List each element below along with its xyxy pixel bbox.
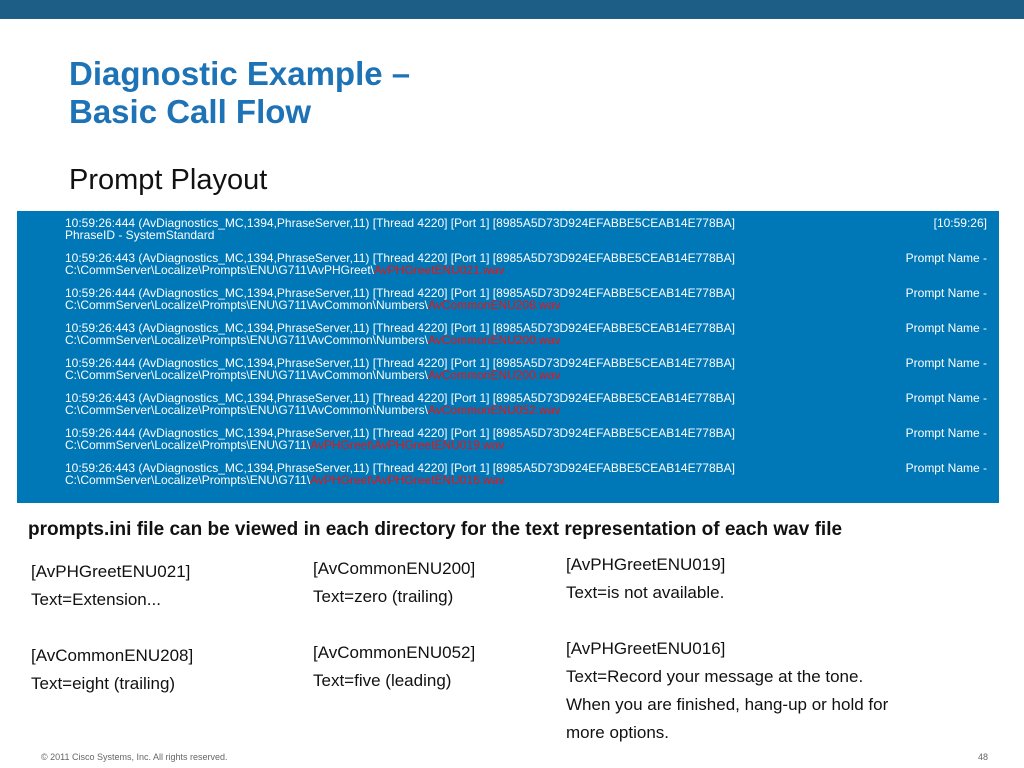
log-tail: Prompt Name -	[905, 356, 987, 370]
log-path: C:\CommServer\Localize\Prompts\ENU\G711\AvCommon\Numbers\	[65, 403, 428, 417]
prompt-line: Text=Extension...	[31, 590, 161, 609]
prompt-line: [AvCommonENU208]	[31, 646, 194, 665]
prompt-column-2	[313, 555, 475, 695]
prompt-line	[566, 607, 888, 635]
prompt-line	[313, 611, 475, 639]
log-line: 10:59:26:443 (AvDiagnostics_MC,1394,PhraseServer,11) [Thread 4220] [Port 1] [8985A5D73D924EFABBE5CEAB14E778BA]	[65, 251, 735, 265]
prompt-line: Text=Record your message at the tone.	[566, 667, 864, 686]
prompt-column-1	[31, 558, 193, 698]
log-tail: Prompt Name -	[905, 426, 987, 440]
log-line: 10:59:26:444 (AvDiagnostics_MC,1394,PhraseServer,11) [Thread 4220] [Port 1] [8985A5D73D924EFABBE5CEAB14E778BA]	[65, 356, 735, 370]
prompt-line: [AvPHGreetENU021]	[31, 562, 191, 581]
log-line: 10:59:26:443 (AvDiagnostics_MC,1394,PhraseServer,11) [Thread 4220] [Port 1] [8985A5D73D924EFABBE5CEAB14E778BA]	[65, 461, 735, 475]
log-line: 10:59:26:444 (AvDiagnostics_MC,1394,PhraseServer,11) [Thread 4220] [Port 1] [8985A5D73D924EFABBE5CEAB14E778BA]	[65, 216, 735, 230]
log-tail: Prompt Name -	[905, 251, 987, 265]
prompt-line: more options.	[566, 723, 669, 742]
wav-file-name: AvCommonENU200.wav	[428, 368, 561, 382]
log-entry	[65, 252, 999, 276]
log-entry	[65, 357, 999, 381]
wav-file-name: AvPHGreet\AvPHGreetENU016.wav	[310, 473, 505, 487]
log-entry	[65, 287, 999, 311]
footer-copyright: © 2011 Cisco Systems, Inc. All rights reserved.	[41, 752, 228, 762]
log-tail: Prompt Name -	[905, 391, 987, 405]
slide-title-line2: Basic Call Flow	[69, 93, 312, 130]
wav-file-name: AvPHGreetENU021.wav	[374, 263, 505, 277]
prompt-line: Text=eight (trailing)	[31, 674, 176, 693]
log-entry	[65, 462, 999, 486]
prompt-line: Text=is not available.	[566, 583, 725, 602]
wav-file-name: AvCommonENU200.wav	[428, 333, 561, 347]
top-band	[0, 0, 1024, 19]
log-path: C:\CommServer\Localize\Prompts\ENU\G711\AvCommon\Numbers\	[65, 333, 428, 347]
wav-file-name: AvCommonENU208.wav	[428, 298, 561, 312]
slide-subtitle: Prompt Playout	[69, 164, 268, 196]
log-tail: [10:59:26]	[933, 216, 987, 230]
log-line: 10:59:26:443 (AvDiagnostics_MC,1394,PhraseServer,11) [Thread 4220] [Port 1] [8985A5D73D924EFABBE5CEAB14E778BA]	[65, 321, 735, 335]
log-path: C:\CommServer\Localize\Prompts\ENU\G711\AvPHGreet\	[65, 263, 374, 277]
wav-file-name: AvPHGreet\AvPHGreetENU019.wav	[310, 438, 505, 452]
log-tail: Prompt Name -	[905, 461, 987, 475]
log-line: 10:59:26:444 (AvDiagnostics_MC,1394,PhraseServer,11) [Thread 4220] [Port 1] [8985A5D73D924EFABBE5CEAB14E778BA]	[65, 286, 735, 300]
prompt-line: [AvPHGreetENU016]	[566, 639, 726, 658]
log-line: 10:59:26:444 (AvDiagnostics_MC,1394,PhraseServer,11) [Thread 4220] [Port 1] [8985A5D73D924EFABBE5CEAB14E778BA]	[65, 426, 735, 440]
prompt-line: Text=five (leading)	[313, 671, 452, 690]
log-line: 10:59:26:443 (AvDiagnostics_MC,1394,PhraseServer,11) [Thread 4220] [Port 1] [8985A5D73D924EFABBE5CEAB14E778BA]	[65, 391, 735, 405]
slide-title-line1: Diagnostic Example –	[69, 55, 411, 92]
log-entry	[65, 322, 999, 346]
prompt-line	[31, 614, 193, 642]
log-path: PhraseID - SystemStandard	[65, 228, 215, 242]
log-path: C:\CommServer\Localize\Prompts\ENU\G711\	[65, 438, 311, 452]
page-number: 48	[978, 752, 989, 762]
prompt-line: When you are finished, hang-up or hold for	[566, 695, 889, 714]
log-path: C:\CommServer\Localize\Prompts\ENU\G711\AvCommon\Numbers\	[65, 368, 428, 382]
prompt-line: [AvCommonENU052]	[313, 643, 476, 662]
log-entry	[65, 217, 999, 241]
slide-title	[69, 55, 410, 131]
log-entry	[65, 427, 999, 451]
log-path: C:\CommServer\Localize\Prompts\ENU\G711\AvCommon\Numbers\	[65, 298, 428, 312]
caption: prompts.ini file can be viewed in each directory for the text representation of each wav file	[28, 519, 843, 540]
log-tail: Prompt Name -	[905, 321, 987, 335]
wav-file-name: AvCommonENU052.wav	[428, 403, 561, 417]
log-tail: Prompt Name -	[905, 286, 987, 300]
prompt-line: [AvPHGreetENU019]	[566, 555, 726, 574]
log-panel	[17, 211, 999, 503]
prompt-line: [AvCommonENU200]	[313, 559, 476, 578]
prompt-line: Text=zero (trailing)	[313, 587, 454, 606]
prompt-column-3	[566, 551, 888, 747]
log-entry	[65, 392, 999, 416]
log-path: C:\CommServer\Localize\Prompts\ENU\G711\	[65, 473, 311, 487]
